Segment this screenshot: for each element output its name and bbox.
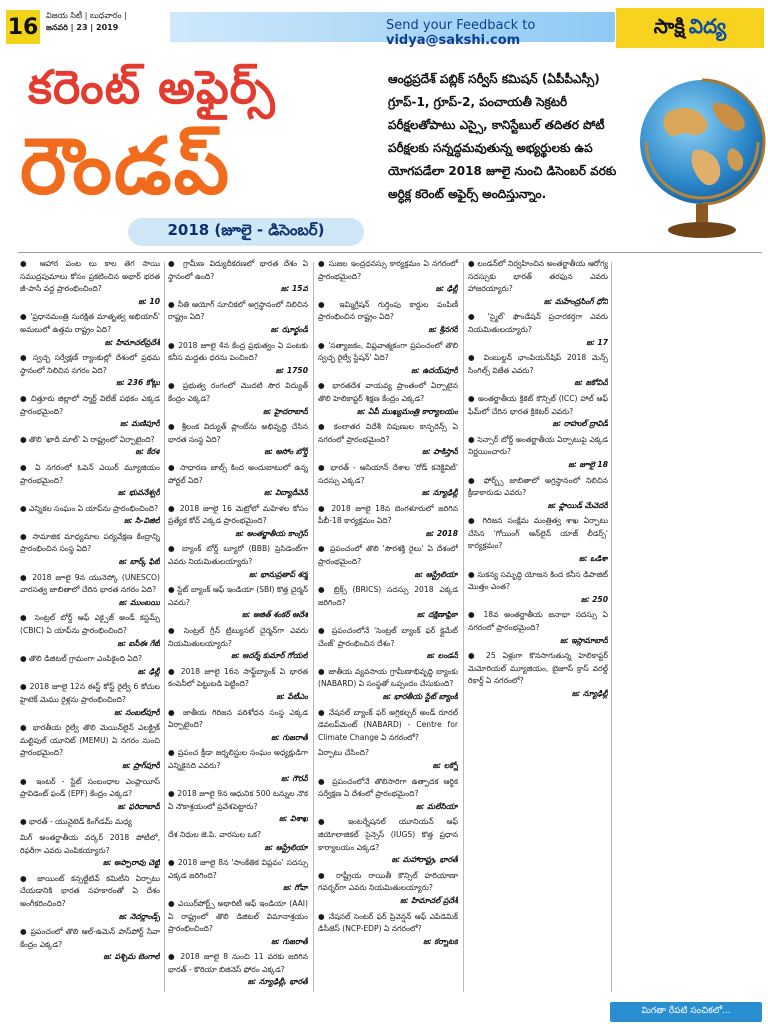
question-item	[168, 258, 308, 296]
answer-text: జ: అప్పారావు చెట్టి	[102, 858, 160, 868]
question-item	[168, 707, 308, 745]
question-item	[20, 873, 160, 923]
answer-text: జ: భానుప్రతాప్ శర్మ	[249, 569, 308, 579]
question-text: ● ఇంటర్ - స్టేట్ సంబంధాల ఎంప్లాయీస్ ప్రావిడెంట్ ఫండ్ (EPF) కేంద్రం ఎక్కడ?	[20, 776, 160, 799]
article-column-2	[168, 258, 308, 998]
question-item	[468, 515, 608, 565]
question-text: ● 2018 జూలై 8న 'సాంకేతిక విప్లవం' సదస్సు ఎక్కడ జరిగింది?	[168, 858, 308, 880]
answer-text: జ: జకోవిచ్	[574, 378, 608, 388]
question-text: ● భారతదేశ వాయవ్య ప్రాంతంలో ఏర్పాటైన తొలి హెలికాప్టర్ శిక్షణ కేంద్రం ఎక్కడ?	[318, 381, 458, 403]
answer-text: జ: హిమాచల్ ప్రదేశ్	[399, 895, 458, 905]
answer-text: జ: 17	[586, 337, 608, 347]
question-item	[168, 503, 308, 541]
answer-text: జ: దక్షిణాఫ్రికా	[416, 610, 458, 620]
answer-text: జ: ఉదయ్‌పూర్	[411, 365, 458, 375]
question-text: ● 2018 జూలై 9న యునెస్కో (UNESCO) వారసత్వ జాబితాలో చేరిన భారత నగరం ఏది?	[20, 572, 160, 595]
question-text: ● ప్రపంచంలోనే తొలిసారిగా ఉత్పాదక ఆర్థిక సర్వేక్షణ ఏ దేశంలో ప్రారంభమైంది?	[318, 776, 458, 799]
question-text: ● జాతీయ గిరిజన పరిశోధన సంస్థ ఎక్కడ ఏర్పాటైంది?	[168, 707, 308, 730]
question-text: ● ఎన్నికల సంఘం ఏ యాప్‌ను ప్రారంభించింది?	[20, 503, 159, 513]
question-text: ● శ్రీలంక విద్యుత్ ప్లాంట్‌ను అభివృద్ధి చేసిన భారత సంస్థ ఏది?	[168, 422, 308, 444]
answer-text: జ: ఐసీఈ గేట్	[117, 638, 160, 648]
question-text: ● ప్రపంచంలోనే 'సెంట్రల్ బ్యాంక్ ఫర్ క్లైమేట్ చేంజ్' ప్రారంభించిన దేశం?	[318, 626, 458, 648]
intro-paragraph: ఆంధ్రప్రదేశ్ పబ్లిక్ సర్వీస్ కమిషన్ (ఏపీపీఎస్సీ) గ్రూప్-1, గ్రూప్-2, పంచాయతీ సెక్రటరీ పరీక్షలతోపాటు ఎస్సై, కానిస్టేబుల్ తదితర పోటీ పరీక్షలకు సన్నద్ధమవుతున్న అభ్యర్థులకు ఉప యోగపడేలా 2018 జూలై నుంచి డిసెంబర్ వరకు అర్ధిక్ల కరెంట్ అఫైర్స్ అందిస్తున్నాం.	[388, 72, 617, 201]
column-rule	[313, 262, 314, 992]
question-item	[318, 299, 458, 337]
answer-text: జ: విశాఖ	[278, 814, 308, 824]
question-text: ● 2018 జూలై 4న కేంద్ర ప్రభుత్వం ఏ పంటకు కనీస మద్దతు ధరను పెంచింది?	[168, 340, 308, 363]
question-text: ● నీతి ఆయోగ్ సూచికలో అగ్రస్థానంలో నిలిచిన రాష్ట్రం ఏది?	[168, 299, 308, 322]
brand-name: సాక్షి	[653, 13, 685, 38]
answer-text: జ: లండన్	[426, 651, 458, 661]
answer-text: జ: భువనేశ్వర్	[117, 488, 160, 498]
answer-text: జ: న్యూఢిల్లీ, భారత్	[247, 977, 308, 987]
headline-line2: రౌండప్	[20, 122, 232, 212]
question-text: ● 2018 జూలై 9న ఆధునిక 500 టన్నుల నౌక ఏ నౌకాశ్రయంలో ప్రవేశపెట్టారు?	[168, 789, 308, 811]
column-rule	[164, 262, 165, 992]
question-item	[168, 299, 308, 337]
headline-line1: కరెంట్ అఫైర్స్	[28, 60, 276, 114]
answer-text: జ: మహారాష్ట్ర, భారత్	[391, 855, 458, 865]
question-item	[318, 584, 458, 622]
feedback-email[interactable]: vidya@sakshi.com	[386, 33, 521, 48]
question-text: ● అంతర్జాతీయ క్రికెట్ కౌన్సిల్ (ICC) హాల్ ఆఫ్ ఫేమ్‌లో చేరిన భారత క్రికెటర్ ఎవరు?	[468, 393, 608, 416]
question-text: ● స్వచ్ఛ సర్వేక్షణ్ ర్యాంకుల్లో దేశంలో ప్రథమ స్థానంలో నిలిచిన నగరం ఏది?	[20, 353, 160, 375]
question-item	[318, 462, 458, 500]
question-text: ● ఇమ్మిగ్రేషన్ గుర్తింపు కార్డుల పంపిణీ ప్రారంభించిన రాష్ట్రం ఏది?	[318, 299, 458, 322]
answer-text: జ: ఢిల్లీ	[137, 666, 160, 676]
question-text: ● తొలి డిజిటల్ గ్రామంగా ఎంపికైంది ఏది?	[20, 654, 143, 664]
answer-text: జ: కేరళ	[135, 447, 160, 457]
question-text: ● సెన్సార్ బోర్డ్ అంతర్జాతీయ ఏర్పాటుపై ఎక్కడ నిర్ణయించారు?	[468, 434, 608, 457]
answer-text: జ: జూలై 18	[568, 459, 608, 469]
question-text: ఏర్పాటు చేసింది?	[318, 748, 369, 758]
feedback-text	[386, 18, 615, 48]
question-text: ● ప్రభుత్వ రంగంలో మొదటి సౌర విద్యుత్ కేంద్రం ఎక్కడ?	[168, 381, 308, 403]
brand-sub: విద్య	[688, 13, 727, 38]
question-item	[168, 543, 308, 581]
question-text: ● నేషనల్ బ్యాంక్ ఫర్ అగ్రికల్చర్ అండ్ రూరల్ డెవలప్‌మెంట్ (NABARD) - Centre for Climate Change ఏ నగరంలో?	[318, 707, 458, 742]
question-item	[168, 340, 308, 378]
question-text: ● 'సత్యాజకం, విప్లవాత్మకంగా ప్రపంచంలో తొలి స్వచ్ఛ రైల్వే స్టేషన్' ఏది?	[318, 340, 458, 363]
answer-text: జ: 2018	[425, 528, 458, 538]
question-text: ● సెంట్రల్ బోర్డ్ ఆఫ్ ఎక్సైజ్ అండ్ కస్టమ్స్ (CBIC) ఏ యాప్‌ను ప్రారంభించింది?	[20, 613, 160, 636]
question-text: ● సాధారణ జాబ్స్ కింద అందుబాటులో ఉన్న పోర్టల్ ఏది?	[168, 462, 308, 485]
answer-text: జ: ఆదర్శ్ కుమార్ గోయల్	[231, 651, 308, 661]
answer-text: జ: ఝార్ఖండ్	[270, 324, 308, 334]
answer-text: జ: ఫ్లాయిడ్ మేవెదర్	[547, 500, 608, 510]
question-item	[20, 258, 160, 308]
question-item	[318, 707, 458, 745]
answer-text: జ: 15వ	[280, 284, 308, 294]
question-text: మిగ్ అంతర్జాతీయ వర్కర్ 2018 పోటీలో, రిఫరీగా ఎవరు ఎంపికయ్యారు?	[20, 832, 160, 855]
answer-text: జ: ఆస్ట్రేలియా	[264, 842, 308, 852]
question-item	[20, 572, 160, 610]
issue-meta-line1: విజయ సిటీ | బుధవారం |	[46, 11, 127, 20]
answer-text: జ: నెదర్లాండ్స్	[118, 911, 160, 921]
question-item	[318, 380, 458, 418]
question-text: ● ఏ నగరంలో ఓపెన్ ఎయిర్ మ్యూజియం ప్రారంభమైంది?	[20, 462, 160, 485]
answer-text: జ: ఢిల్లీ	[435, 284, 458, 294]
answer-text: జ: 250	[580, 594, 608, 604]
question-item	[468, 475, 608, 513]
question-item	[318, 625, 458, 663]
question-item	[168, 625, 308, 663]
question-text: ● ప్రపంచ క్రీడా జర్నలిస్టుల సంఘం అధ్యక్షుడిగా ఎన్నికైనది ఎవరు?	[168, 748, 308, 770]
question-item	[20, 612, 160, 650]
answer-text: జ: భారతీయ స్టేట్ బ్యాంక్	[382, 692, 458, 701]
question-item	[468, 609, 608, 647]
question-text: ● 2018 జూలై 16 మెట్రోలో మహిళల కోసం ప్రత్యేక కోచ్ ఎక్కడ ప్రారంభమైంది?	[168, 503, 308, 526]
answer-text: జ: మలేసియా	[415, 801, 458, 811]
question-item	[318, 776, 458, 814]
headline-block	[18, 58, 380, 228]
question-item	[168, 898, 308, 948]
question-item	[168, 584, 308, 622]
answer-text: జ: ప్రాగ్‌పూర్	[122, 760, 160, 770]
question-item	[318, 340, 458, 378]
question-text: దేశ నిధుల జె.పి. వారసుల ఒక?	[168, 829, 262, 839]
question-text: ● భారత్ - యునైటెడ్ కింగ్‌డమ్ మధ్య	[20, 817, 132, 827]
question-item	[168, 857, 308, 895]
question-text: ● 2018 జూలై 12న ఈస్ట్ కోస్ట్ రైల్వే 6 కోచుల హైటెక్ మెము రైళ్లను ప్రారంభించింది?	[20, 682, 160, 704]
continued-tag: మిగతా రేపటి సంచికలో...	[610, 1002, 762, 1022]
question-text: ● ప్రపంచంలో తొలి 'సౌరశక్తి రైలు' ఏ దేశంలో ప్రారంభమైంది?	[318, 544, 458, 567]
answer-text: జ: గుజరాత్	[271, 732, 308, 742]
answer-text: జ: ఇస్లామాబాద్	[559, 635, 608, 645]
answer-text: జ: అజిత్ శంకర్ ఆదేశ	[241, 610, 308, 620]
question-text: ● 2018 జూలై 8 నుంచి 11 వరకు జరిగిన భారత్ - కొరియా బిజినెస్ ఫోరం ఎక్కడ?	[168, 952, 308, 974]
globe-icon	[628, 64, 768, 246]
question-text: ● ఎయిర్‌పోర్ట్స్ అథారిటీ ఆఫ్ ఇండియా (AAI) ఏ రాష్ట్రంలో తొలి డిజిటల్ విమానాశ్రయం ప్రారంభించింది?	[168, 898, 308, 934]
page-header	[0, 0, 768, 58]
question-item	[20, 926, 160, 964]
question-text: ● 2018 జూలై 16న సాఫ్ట్‌బ్యాంక్ ఏ భారత కంపెనీలో పెట్టుబడి పెట్టింది?	[168, 666, 308, 689]
question-item	[168, 788, 308, 826]
question-item	[168, 462, 308, 500]
question-text: ● గిరిజన సంక్షేమ మంత్రిత్వ శాఖ ఏర్పాటు చేసిన 'గోయింగ్ ఆన్‌లైన్ యాజ్ లీడర్స్' కార్యక్రమం?	[468, 516, 608, 551]
question-item	[20, 681, 160, 719]
question-text: ● సుజల ఇంద్రధనస్సు కార్యక్రమం ఏ నగరంలో ప్రారంభమైంది?	[318, 259, 458, 281]
answer-text: జ: న్యూఢిల్లీ	[571, 689, 608, 698]
question-item	[318, 666, 458, 704]
answer-text: జ: గోవా	[283, 883, 308, 893]
article-column-5	[616, 258, 756, 998]
answer-text: జ: పశ్చిమ బెంగాల్	[103, 952, 160, 962]
answer-text: జ: ఆస్ట్రేలియా	[414, 569, 458, 579]
article-column-4	[468, 258, 608, 998]
answer-text: జ: 236 కోట్లు	[116, 378, 160, 388]
article-column-3	[318, 258, 458, 998]
answer-text: జ: హైదరాబాద్	[262, 406, 308, 416]
question-item	[20, 352, 160, 390]
answer-text: జ: బార్క్ ఫిట్	[118, 557, 160, 567]
answer-text: జ: 10	[138, 296, 160, 306]
question-item	[168, 951, 308, 989]
question-text: ● బ్రిక్స్ (BRICS) సదస్సు 2018 ఎక్కడ జరిగింది?	[318, 585, 458, 607]
question-item	[468, 311, 608, 349]
answer-text: జ: సి-విజిల్	[123, 516, 160, 526]
answer-text: జ: న్యూఢిల్లీ	[421, 488, 458, 498]
question-item	[20, 311, 160, 349]
article-column-1	[20, 258, 160, 998]
question-text: ● జాతీయ వ్యవసాయ గ్రామీణాభివృద్ధి బ్యాంకు (NABARD) ఏ సంస్థతో ఒప్పందం చేసుకుంది?	[318, 666, 458, 689]
issue-meta-line2: జనవరి | 23 | 2019	[46, 23, 119, 32]
answer-text: జ: మణిపూర్	[120, 419, 160, 429]
answer-text: జ: శ్రీనగర్	[428, 324, 458, 334]
answer-text: జ: ముంబయి	[118, 597, 160, 607]
question-item	[20, 503, 160, 528]
question-text: ● సామాజిక మాధ్యమాల పర్యవేక్షణ కేంద్రాన్ని ప్రారంభించిన సంస్థ ఏది?	[20, 531, 160, 554]
question-item	[468, 393, 608, 431]
question-item	[318, 258, 458, 296]
answer-text: జ: ఒడిశా	[578, 554, 608, 564]
question-item	[468, 434, 608, 472]
question-item	[168, 421, 308, 459]
issue-meta	[46, 10, 127, 34]
question-text: ● స్టేట్ బ్యాంక్ ఆఫ్ ఇండియా (SBI) కొత్త చైర్మన్ ఎవరు?	[168, 585, 308, 607]
question-item	[318, 503, 458, 541]
answer-text: జ: 1750	[275, 365, 308, 375]
question-item	[20, 434, 160, 459]
answer-text: జ: ఫరిదాబాద్	[117, 801, 160, 811]
answer-text: జ: విద్యాదీవెన్	[263, 488, 308, 498]
question-item	[20, 776, 160, 814]
column-rule	[463, 262, 464, 992]
page-number: 16	[6, 10, 40, 44]
question-item	[20, 832, 160, 870]
question-text: ● లండన్‌లో నిర్వహించిన అంతర్జాతీయ ఆరోగ్య సదస్సుకు భారత్ తరఫున ఎవరు హాజరయ్యారు?	[468, 259, 608, 294]
question-text: ● 'ప్రధానమంత్రి సురక్షిత మాతృత్వ అభియాన్' అమలులో ఉత్తమ రాష్ట్రం ఏది?	[20, 312, 160, 334]
brand-logo	[616, 8, 764, 48]
question-item	[468, 258, 608, 308]
question-item	[20, 722, 160, 772]
question-text: ● గ్రామీణ విద్యుదీకరణలో భారత దేశం ఏ స్థానంలో ఉంది?	[168, 259, 308, 281]
question-text: ● సుకన్య సమృద్ధి యోజన కింద కనీస డిపాజిట్ మొత్తం ఎంత?	[468, 569, 608, 592]
page-footer	[0, 1000, 768, 1024]
feedback-prefix: Send your Feedback to	[386, 18, 536, 33]
question-item	[318, 870, 458, 908]
question-item	[20, 531, 160, 569]
question-item	[20, 816, 160, 829]
question-text: ● 'స్మైల్' ఫౌండేషన్ ప్రచారకర్తగా ఎవరు నియమితులయ్యారు?	[468, 312, 608, 334]
column-rule	[611, 262, 612, 992]
question-item	[168, 666, 308, 704]
question-text: ● 25 ఏళ్లుగా కొనసాగుతున్న హెలికాప్టర్ మెమోరియల్ మ్యూజియం, బైజూస్ క్రాస్ వరల్డ్ రికార్డ్ ఏ నగరంలో?	[468, 651, 608, 686]
columns-divider	[18, 252, 762, 253]
answer-text: జ: అంతర్జాతీయ కాంగ్రెస్	[235, 528, 308, 538]
question-text: ● 18వ అంతర్జాతీయ జనాభా సదస్సు ఏ నగరంలో ప్రారంభమైంది?	[468, 610, 608, 633]
answer-text: జ: గుజరాత్	[271, 936, 308, 946]
question-item	[168, 380, 308, 418]
question-item	[318, 421, 458, 459]
answer-text: జ: కర్నాటక	[423, 936, 458, 946]
question-text: ● ఫోర్బ్స్ జాబితాలో అగ్రస్థానంలో నిలిచిన క్రీడాకారుడు ఎవరు?	[468, 475, 608, 498]
question-text: ● ఇంటర్నేషనల్ యూనియన్ ఆఫ్ జియోలాజికల్ సైన్సెస్ (IUGS) కొత్త ప్రధాన కార్యాలయం ఎక్కడ?	[318, 817, 458, 852]
question-text: ● భారతీయ రైల్వే తొలి మెయిన్‌లైన్ ఎలక్ట్రిక్ మల్టిపుల్ యూనిట్ (MEMU) ఏ నగరం నుంచి ప్రారంభమైంది?	[20, 723, 160, 758]
answer-text: జ: సంబల్‌పూర్	[114, 707, 160, 717]
question-text: ● సెంట్రల్ గ్రీన్ ట్రిబ్యునల్ చైర్మన్‌గా ఎవరు నియమితులయ్యారు?	[168, 626, 308, 648]
question-item	[20, 393, 160, 431]
question-item	[318, 816, 458, 866]
feedback-banner	[170, 12, 615, 48]
question-text: ● ప్రపంచంలో తొలి ఆల్-ఉమెన్ పాస్‌పోర్ట్ సేవా కేంద్రం ఎక్కడ?	[20, 927, 160, 949]
answer-text: జ: పేటీఎం	[276, 692, 308, 701]
question-item	[318, 543, 458, 581]
question-text: ● చిత్తూరు జిల్లాలో స్మార్ట్ విలేజ్ పథకం ఎక్కడ ప్రారంభమైంది?	[20, 393, 160, 416]
answer-text: జ: గౌరవ్	[281, 773, 308, 783]
answer-text: జ: రాహుల్ ద్రావిడ్	[552, 419, 608, 429]
question-text: ● భారత్ - ఆసియాన్ దేశాల 'రోడ్ కనెక్టివిటీ' సదస్సు ఎక్కడ?	[318, 462, 458, 485]
question-text: ● కంలాతర విదేశీ నిపుణుల కాన్ఫరెన్స్ ఏ నగరంలో ప్రారంభమైంది?	[318, 422, 458, 444]
question-item	[468, 569, 608, 607]
question-item	[468, 352, 608, 390]
question-text: ● జాయింట్ కన్సల్టేటివ్ కమిటీని ఏర్పాటు చేయడానికి భారత సహకారంతో ఏ దేశం అంగీకరించింది?	[20, 873, 160, 908]
question-item	[20, 462, 160, 500]
question-item	[318, 747, 458, 772]
question-item	[168, 829, 308, 854]
question-text: ● రాష్ట్రీయ రాయితీ కౌన్సిల్ హరియాణా గవర్నర్‌గా ఎవరు నియమితులయ్యారు?	[318, 870, 458, 893]
answer-text: జ: హిమాచల్‌ప్రదేశ్	[104, 337, 160, 347]
question-text: ● బ్యాంక్ బోర్డ్ బ్యూరో (BBB) ప్రెసిడెంట్‌గా ఎవరు నియమితులయ్యారు?	[168, 544, 308, 567]
question-item	[318, 911, 458, 949]
answer-text: జ: పాకిస్తాన్	[422, 447, 458, 457]
question-item	[168, 747, 308, 785]
period-badge: 2018 (జూలై - డిసెంబర్)	[128, 218, 364, 246]
question-text: ● వింబుల్డన్ ఛాంపియన్‌షిప్ 2018 మెన్స్ సింగిల్స్ విజేత ఎవరు?	[468, 353, 608, 375]
answer-text: జ: అసోం బోర్డ్	[264, 447, 308, 457]
question-text: ● నేషనల్ సెంటర్ ఫర్ ప్రివెన్షన్ ఆఫ్ ఎపిడెమిక్ డిసీజెస్ (NCP-EDP) ఏ నగరంలో?	[318, 911, 458, 934]
answer-text: జ: లక్నో	[432, 760, 458, 770]
question-item	[468, 650, 608, 700]
question-item	[20, 653, 160, 678]
question-text: ● ఆహార పంట లు కాల తెగ సాయి సముద్రపుమాలు కోసం ప్రకటించిన అభార్ భరత జీ-పాసే వద్ద ప్రారంభించింది?	[20, 259, 160, 294]
question-text: ● తొలి 'ఖాదీ మాల్' ఏ రాష్ట్రంలో ఏర్పాటైంది?	[20, 434, 155, 444]
answer-text: జ: మహేంద్రసింగ్ ధోని	[543, 296, 608, 306]
question-text: ● 2018 జూలై 18న బెంగళూరులో జరిగిన పీబీ-18 కార్యక్రమం ఏది?	[318, 503, 458, 526]
answer-text: జ: ఏపీ ముఖ్యమంత్రి కార్యాలయం	[356, 406, 458, 416]
